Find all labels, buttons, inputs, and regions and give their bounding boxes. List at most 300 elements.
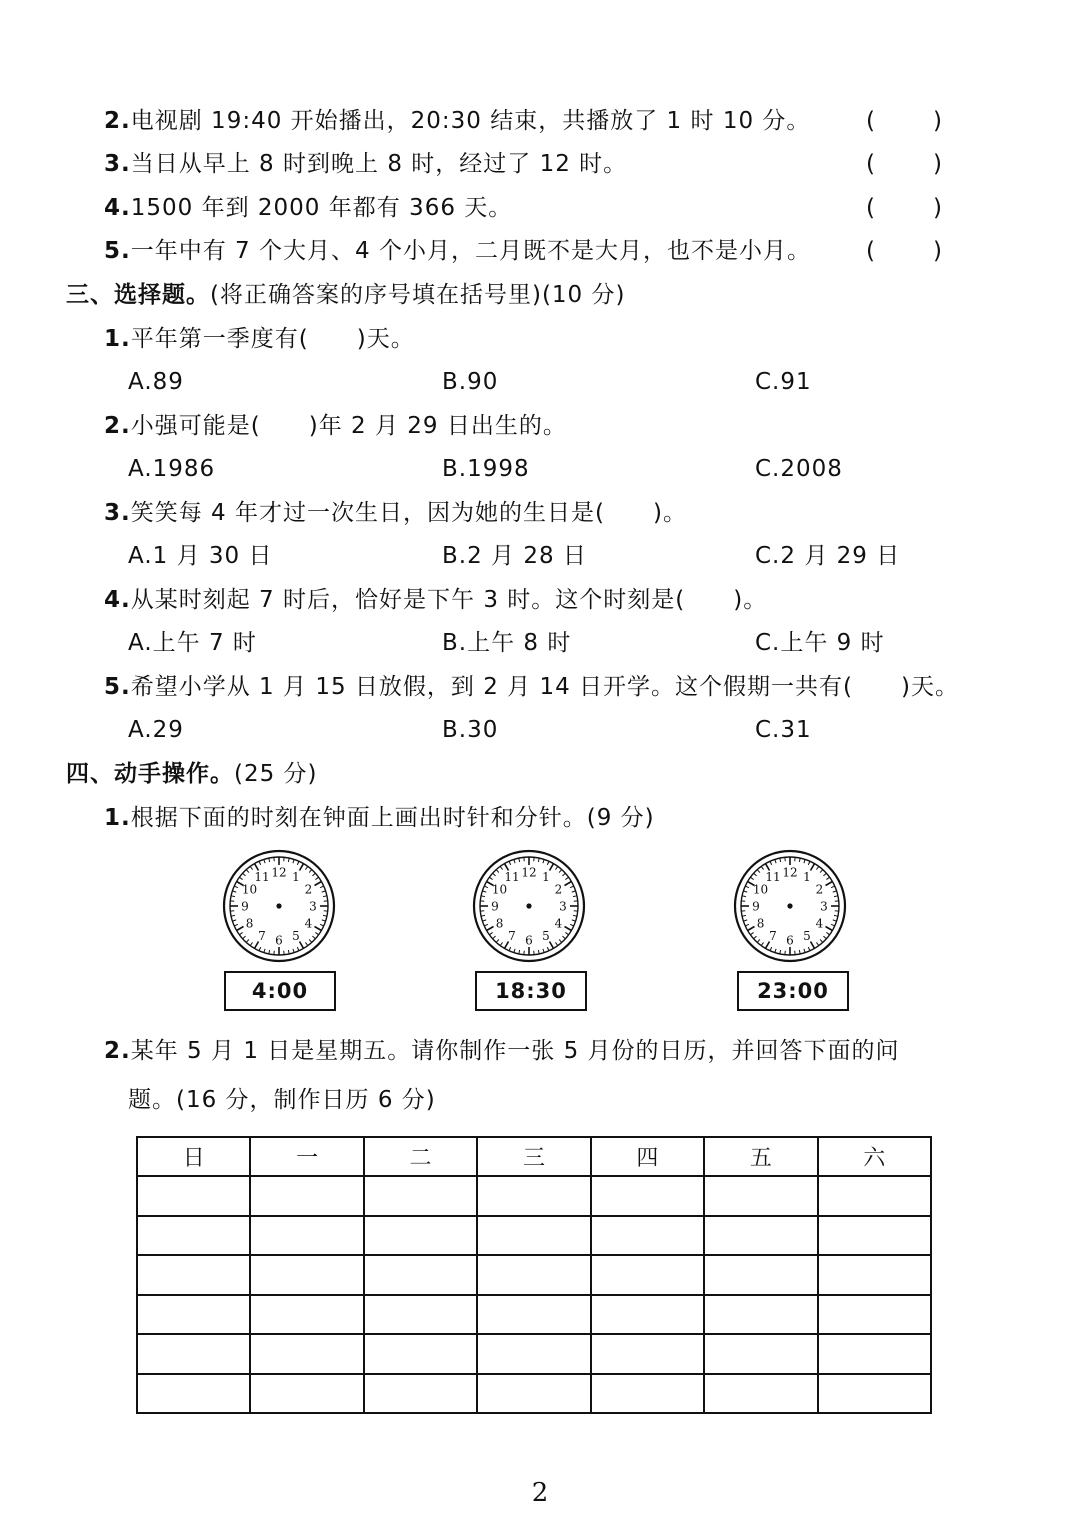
time-label: 4:00 [224,971,336,1011]
choice-question-5 [104,672,959,702]
clock-tick [780,858,781,862]
clock-numeral: 5 [803,928,811,943]
clock-tick [811,942,815,949]
clock-tick [315,877,318,879]
clock-tick [538,858,539,862]
clock-numeral: 12 [782,865,798,880]
clock-tick [264,859,265,863]
weekday-header: 三 [477,1137,590,1176]
clock-tick [562,936,565,939]
calendar-cell[interactable] [704,1374,817,1413]
item-number: 5. [104,238,131,264]
clock-tick [834,896,838,897]
item-number: 2. [104,413,131,439]
clock-numeral: 10 [241,882,258,897]
question-text: 从某时刻起 7 时后，恰好是下午 3 时。这个时刻是( )。 [130,587,768,613]
clock-face[interactable] [732,848,848,964]
item-number: 2. [104,1038,131,1064]
clock-tick [300,942,304,949]
clock-tick [234,886,238,888]
clock-tick [750,877,753,879]
option-a: A.1986 [128,456,216,482]
calendar-cell[interactable] [137,1295,250,1334]
clock-tick [547,947,549,951]
clock-tick [259,861,261,865]
clock-tick [239,932,242,934]
clock-tick [237,927,244,931]
clock-tick [547,861,549,865]
clock-tick [754,936,757,939]
clock-tick [481,896,485,897]
left-paren: ( [866,195,875,221]
clock-numeral: 7 [508,928,516,943]
calendar-cell[interactable] [477,1334,590,1373]
calendar-cell[interactable] [704,1216,817,1255]
section-3-title [66,280,625,310]
calendar-row [137,1295,931,1334]
clock-tick [770,947,772,951]
item-text: 1500 年到 2000 年都有 366 天。 [130,195,513,221]
section-4-title [66,759,318,789]
clock-tick [799,950,800,954]
clock-tick [804,859,805,863]
clock-tick [305,942,307,945]
clock-tick [808,861,810,865]
clock-tick [555,866,557,869]
calendar-cell[interactable] [704,1176,817,1215]
clock-numeral: 8 [495,916,504,931]
clock-tick [514,859,515,863]
clock-numeral: 11 [504,870,520,885]
clock-tick [322,920,326,921]
calendar-cell[interactable] [477,1176,590,1215]
section-heading: 三、选择题。 [66,282,210,308]
clock-tick [239,877,242,879]
option-b: B.90 [442,369,499,395]
item-number: 2. [104,108,131,134]
calendar-cell[interactable] [477,1374,590,1413]
clock-tick [315,932,318,934]
clock-tick [484,886,488,888]
clock-tick [246,870,249,873]
option-c: C.2008 [755,456,843,482]
clock-tick [780,950,781,954]
clock-numeral: 4 [554,916,563,931]
calendar-cell[interactable] [364,1334,477,1373]
item-text: 电视剧 19:40 开始播出，20:30 结束，共播放了 1 时 10 分。 [130,108,811,134]
right-paren: ) [933,238,942,264]
calendar-table [136,1136,932,1414]
clock-tick [250,866,252,869]
clock-tick [493,873,496,876]
item-number: 1. [104,326,131,352]
clock-tick [320,924,324,926]
clock-tick [550,942,554,949]
left-paren: ( [866,151,875,177]
clock-tick [761,942,763,945]
right-paren: ) [933,151,942,177]
clock-numeral: 1 [542,870,550,885]
clock-tick [757,939,760,942]
operation-question-2-cont: 题。(16 分，制作日历 6 分) [128,1087,436,1113]
clock-tick [259,947,261,951]
clock-tick [543,859,544,863]
clock-tick [246,939,249,942]
option-b: B.上午 8 时 [442,630,572,656]
calendar-cell[interactable] [591,1374,704,1413]
clock-tick [231,915,235,916]
clock-tick [745,924,749,926]
option-b: B.2 月 28 日 [442,543,587,569]
clock-tick [823,873,826,876]
question-text: 平年第一季度有( )天。 [130,326,415,352]
clock-tick [482,891,486,892]
calendar-cell[interactable] [250,1176,363,1215]
clock-tick [320,886,324,888]
calendar-cell[interactable] [250,1334,363,1373]
calendar-cell[interactable] [364,1216,477,1255]
option-c: C.91 [755,369,812,395]
clock-tick [250,942,252,945]
clock-numeral: 2 [815,882,824,897]
clock-tick [565,927,572,931]
clock-tick [496,870,499,873]
clock-tick [243,873,246,876]
clock-numeral: 2 [304,882,313,897]
choice-question-3 [104,498,687,528]
option-b: B.1998 [442,456,530,482]
weekday-header: 一 [250,1137,363,1176]
calendar-cell[interactable] [591,1334,704,1373]
calendar-cell[interactable] [477,1255,590,1294]
clock-tick [823,936,826,939]
weekday-header: 四 [591,1137,704,1176]
calendar-cell[interactable] [364,1374,477,1413]
clock-tick [573,915,577,916]
page-number: 2 [531,1478,549,1508]
clock-tick [288,858,289,862]
choice-question-1 [104,324,415,354]
clock-numeral: 10 [491,882,508,897]
clock-numeral: 2 [554,882,563,897]
calendar-cell[interactable] [818,1374,931,1413]
clock-numeral: 4 [304,916,313,931]
question-text: 某年 5 月 1 日是星期五。请你制作一张 5 月份的日历，并回答下面的问 [130,1038,900,1064]
calendar-row [137,1374,931,1413]
calendar-cell[interactable] [137,1334,250,1373]
calendar-cell[interactable] [818,1334,931,1373]
clock-tick [232,891,236,892]
clock-numeral: 11 [254,870,270,885]
clock-tick [770,861,772,865]
clock-tick [808,947,810,951]
calendar-cell[interactable] [591,1295,704,1334]
clock-tick [509,947,511,951]
clock-tick [489,877,492,879]
clock-tick [538,950,539,954]
calendar-cell[interactable] [364,1176,477,1215]
tf-item-3 [104,149,627,179]
clock-tick [293,949,294,953]
clock-tick [487,927,494,931]
item-number: 3. [104,151,131,177]
calendar-cell[interactable] [591,1176,704,1215]
clock-tick [833,891,837,892]
clock-numeral: 9 [491,899,499,914]
clock-tick [315,882,322,886]
clock-tick [312,936,315,939]
right-paren: ) [933,195,942,221]
clock-tick [573,896,577,897]
calendar-cell[interactable] [137,1216,250,1255]
calendar-cell[interactable] [250,1255,363,1294]
weekday-header: 五 [704,1137,817,1176]
calendar-cell[interactable] [477,1295,590,1334]
option-a: A.上午 7 时 [128,630,257,656]
clock-tick [231,896,235,897]
clock-numeral: 4 [815,916,824,931]
clock-tick [565,882,572,886]
clock-numeral: 3 [820,899,828,914]
clock-tick [775,859,776,863]
clock-tick [481,915,485,916]
clock-numeral: 11 [765,870,781,885]
clock-tick [323,896,327,897]
clock-numeral: 9 [241,899,249,914]
time-label: 23:00 [737,971,849,1011]
clock-tick [826,877,829,879]
calendar-cell[interactable] [818,1176,931,1215]
tf-item-2 [104,106,810,136]
clock-tick [816,866,818,869]
right-paren: ) [933,108,942,134]
calendar-row [137,1176,931,1215]
clock-numeral: 12 [521,865,537,880]
clock-center-dot [526,903,531,908]
clock-tick [288,950,289,954]
clock-tick [754,873,757,876]
left-paren: ( [866,238,875,264]
clock-tick [820,870,823,873]
clock-tick [500,866,502,869]
clock-tick [743,891,747,892]
clock-tick [297,861,299,865]
clock-tick [493,936,496,939]
item-number: 4. [104,587,131,613]
item-number: 4. [104,195,131,221]
clock-tick [269,858,270,862]
clock-tick [826,927,833,931]
calendar-cell[interactable] [250,1374,363,1413]
clock-tick [820,939,823,942]
clock-tick [232,920,236,921]
clock-tick [555,942,557,945]
option-a: A.1 月 30 日 [128,543,273,569]
clock-numeral: 8 [756,916,765,931]
choice-question-4 [104,585,767,615]
choice-question-2 [104,411,567,441]
question-text: 笑笑每 4 年才过一次生日，因为她的生日是( )。 [130,500,687,526]
clock-numeral: 3 [309,899,317,914]
option-c: C.2 月 29 日 [755,543,901,569]
clock-tick [572,920,576,921]
question-text: 小强可能是( )年 2 月 29 日出生的。 [130,413,567,439]
clock-tick [565,877,568,879]
clock-tick [309,870,312,873]
tf-item-4 [104,193,512,223]
clock-numeral: 7 [769,928,777,943]
clock-tick [743,920,747,921]
clock-tick [489,932,492,934]
clock-tick [742,896,746,897]
calendar-cell[interactable] [818,1255,931,1294]
calendar-cell[interactable] [137,1176,250,1215]
calendar-cell[interactable] [364,1295,477,1334]
calendar-cell[interactable] [591,1216,704,1255]
clock-tick [826,882,833,886]
clock-numeral: 9 [752,899,760,914]
clock-tick [293,859,294,863]
clock-numeral: 3 [559,899,567,914]
clock-numeral: 12 [271,865,287,880]
calendar-cell[interactable] [364,1255,477,1294]
clock-tick [500,942,502,945]
section-heading: 四、动手操作。 [66,761,234,787]
clock-tick [570,886,574,888]
weekday-header: 六 [818,1137,931,1176]
clock-tick [300,864,304,871]
operation-question-2 [104,1036,900,1066]
option-b: B.30 [442,717,499,743]
clock-numeral: 1 [292,870,300,885]
clock-tick [748,927,755,931]
calendar-row [137,1216,931,1255]
clock-numeral: 6 [275,933,283,948]
clock-numeral: 5 [542,928,550,943]
clock-tick [305,866,307,869]
clock-tick [831,886,835,888]
left-paren: ( [866,108,875,134]
clock-tick [297,947,299,951]
section-note: (将正确答案的序号填在括号里)(10 分) [210,282,626,308]
clock-tick [514,949,515,953]
clock-tick [799,858,800,862]
clock-tick [309,939,312,942]
tf-item-5 [104,236,811,266]
option-a: A.29 [128,717,184,743]
clock-tick [750,932,753,934]
clock-tick [565,932,568,934]
clock-tick [312,873,315,876]
item-number: 5. [104,674,131,700]
clock-face[interactable] [471,848,587,964]
clock-tick [315,927,322,931]
calendar-cell[interactable] [704,1295,817,1334]
clock-tick [775,949,776,953]
section-note: (25 分) [234,761,318,787]
option-c: C.上午 9 时 [755,630,885,656]
clock-numeral: 5 [292,928,300,943]
calendar-cell[interactable] [704,1334,817,1373]
question-text: 根据下面的时刻在钟面上画出时针和分针。(9 分) [130,805,655,831]
calendar-cell[interactable] [704,1255,817,1294]
clock-tick [811,864,815,871]
item-number: 1. [104,805,131,831]
clock-tick [243,936,246,939]
calendar-cell[interactable] [250,1295,363,1334]
clock-center-dot [787,903,792,908]
item-text: 一年中有 7 个大月、4 个小月，二月既不是大月，也不是小月。 [130,238,811,264]
weekday-header: 二 [364,1137,477,1176]
time-label: 18:30 [475,971,587,1011]
clock-tick [816,942,818,945]
clock-tick [834,915,838,916]
clock-numeral: 6 [525,933,533,948]
clock-numeral: 7 [258,928,266,943]
clock-tick [745,886,749,888]
clock-tick [543,949,544,953]
calendar-cell[interactable] [818,1295,931,1334]
item-text: 当日从早上 8 时到晚上 8 时，经过了 12 时。 [130,151,628,177]
clock-tick [572,891,576,892]
clock-tick [804,949,805,953]
item-number: 3. [104,500,131,526]
clock-tick [496,939,499,942]
calendar-header-row [137,1137,931,1176]
calendar-cell[interactable] [818,1216,931,1255]
clock-face[interactable] [221,848,337,964]
clock-tick [509,861,511,865]
clock-tick [484,924,488,926]
option-c: C.31 [755,717,812,743]
clock-tick [757,870,760,873]
clock-numeral: 6 [786,933,794,948]
calendar-cell[interactable] [591,1255,704,1294]
clock-tick [831,924,835,926]
clock-tick [562,873,565,876]
question-text: 希望小学从 1 月 15 日放假，到 2 月 14 日开学。这个假期一共有( )天。 [130,674,959,700]
clock-tick [269,950,270,954]
clock-tick [559,939,562,942]
calendar-cell[interactable] [137,1374,250,1413]
calendar-cell[interactable] [250,1216,363,1255]
weekday-header: 日 [137,1137,250,1176]
clock-numeral: 8 [245,916,254,931]
clock-tick [570,924,574,926]
calendar-cell[interactable] [477,1216,590,1255]
clock-tick [482,920,486,921]
calendar-row [137,1255,931,1294]
operation-question-1 [104,803,655,833]
clock-tick [742,915,746,916]
option-a: A.89 [128,369,184,395]
clock-tick [519,950,520,954]
clock-numeral: 1 [803,870,811,885]
clock-center-dot [276,903,281,908]
calendar-row [137,1334,931,1373]
clock-tick [234,924,238,926]
clock-tick [833,920,837,921]
clock-tick [264,949,265,953]
clock-tick [323,915,327,916]
clock-tick [761,866,763,869]
clock-tick [519,858,520,862]
clock-tick [322,891,326,892]
clock-tick [559,870,562,873]
clock-tick [550,864,554,871]
calendar-cell[interactable] [137,1255,250,1294]
clock-numeral: 10 [752,882,769,897]
